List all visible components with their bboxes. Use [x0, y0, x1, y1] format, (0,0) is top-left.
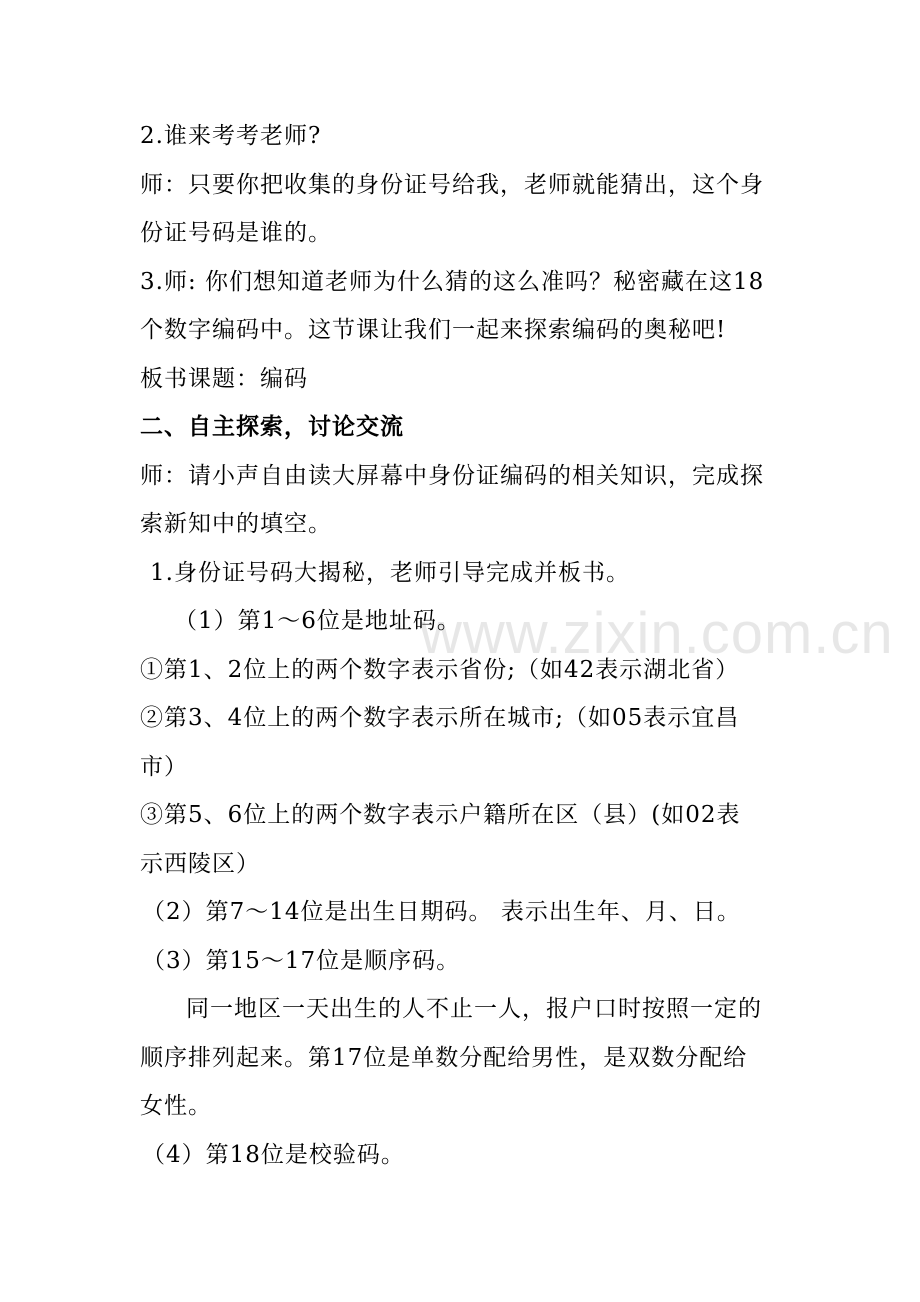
city-digits-item: ②第3、4位上的两个数字表示所在城市;（如05表示宜昌	[140, 705, 740, 731]
sequence-explanation-end: 女性。	[140, 1093, 212, 1119]
city-digits-item-continued: 市）	[140, 753, 188, 780]
question-heading: 2.谁来考考老师?	[140, 123, 322, 149]
teacher-line-continued: 份证号码是谁的。	[140, 220, 332, 246]
district-digits-item-continued: 示西陵区）	[140, 850, 260, 877]
address-code-item: （1）第1～6位是地址码。	[174, 608, 461, 634]
sequence-explanation-continued: 顺序排列起来。第17位是单数分配给男性，是双数分配给	[140, 1044, 748, 1071]
section-heading: 二、自主探索，讨论交流	[140, 413, 404, 440]
sequence-explanation: 同一地区一天出生的人不止一人，报户口时按照一定的	[186, 996, 762, 1022]
check-code-item: （4）第18位是校验码。	[142, 1141, 405, 1168]
teacher-question-continued: 个数字编码中。这节课让我们一起来探索编码的奥秘吧!	[140, 317, 727, 343]
province-digits-item: ①第1、2位上的两个数字表示省份;（如42表示湖北省）	[140, 656, 740, 683]
sequence-code-item: （3）第15～17位是顺序码。	[142, 947, 461, 974]
subsection-heading: 1.身份证号码大揭秘，老师引导完成并板书。	[150, 559, 630, 586]
district-digits-item: ③第5、6位上的两个数字表示户籍所在区（县）(如02表	[140, 802, 741, 828]
board-title: 板书课题：编码	[140, 365, 308, 392]
watermark: www.zixin.com.cn	[420, 601, 894, 666]
teacher-line: 师：只要你把收集的身份证号给我，老师就能猜出，这个身	[140, 171, 764, 198]
birth-date-code-item: （2）第7～14位是出生日期码。 表示出生年、月、日。	[142, 899, 741, 925]
teacher-instruction: 师：请小声自由读大屏幕中身份证编码的相关知识，完成探	[140, 462, 764, 489]
teacher-instruction-continued: 索新知中的填空。	[140, 511, 332, 537]
teacher-question: 3.师: 你们想知道老师为什么猜的这么准吗？秘密藏在这18	[140, 268, 765, 295]
